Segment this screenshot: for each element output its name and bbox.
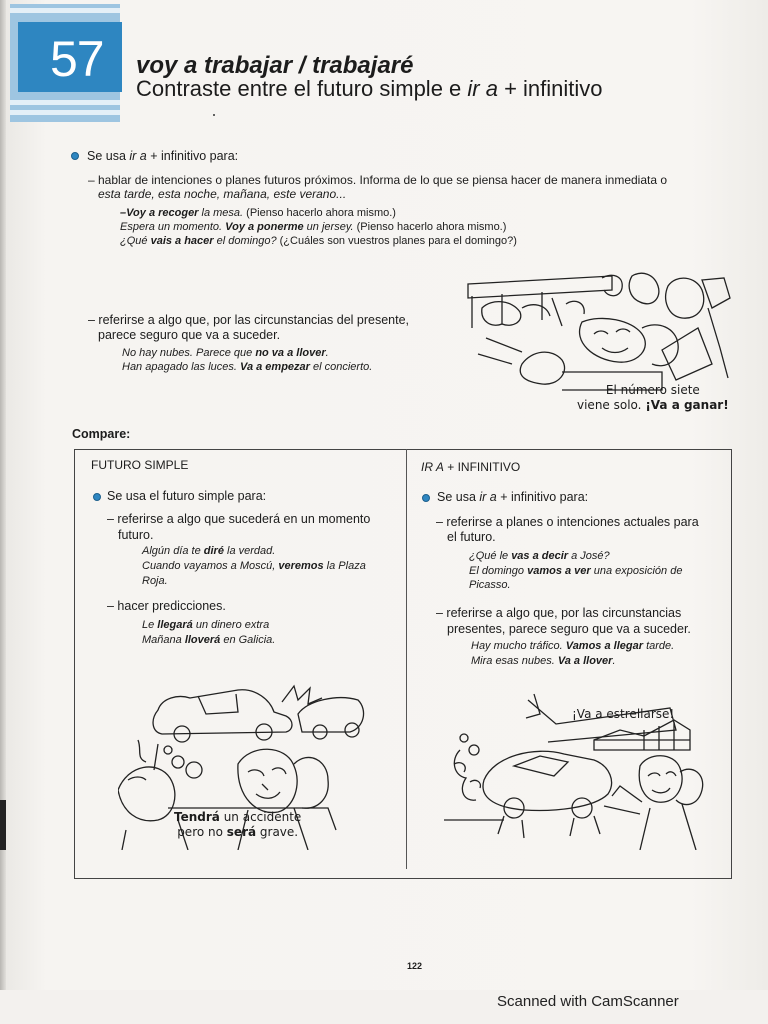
intro-example: –Voy a recoger la mesa. (Pienso hacerlo ahora mismo.) bbox=[120, 207, 396, 219]
binding-mark bbox=[0, 800, 6, 850]
intro-example: No hay nubes. Parece que no va a llover. bbox=[122, 347, 329, 359]
bullet-icon bbox=[93, 493, 101, 501]
horse-race-caption: El número siete viene solo. ¡Va a ganar! bbox=[577, 383, 729, 412]
speech-bubble: ¡Va a estrellarse! bbox=[572, 707, 675, 721]
left-example: Le llegará un dinero extra bbox=[142, 619, 270, 631]
camscanner-watermark: Scanned with CamScanner bbox=[497, 993, 679, 1010]
left-use2: – hacer predicciones. bbox=[107, 599, 226, 613]
left-example: Roja. bbox=[142, 575, 168, 587]
right-bullet: Se usa ir a + infinitivo para: bbox=[437, 490, 589, 504]
intro-bullet: Se usa ir a + infinitivo para: bbox=[87, 149, 239, 163]
unit-badge bbox=[10, 4, 120, 122]
left-use1-line2: futuro. bbox=[118, 528, 154, 542]
intro-example: Espera un momento. Voy a ponerme un jersey. (Pienso hacerlo ahora mismo.) bbox=[120, 221, 507, 233]
right-example: El domingo vamos a ver una exposición de bbox=[469, 565, 683, 577]
right-example: Picasso. bbox=[469, 579, 511, 591]
intro-use1-line1: – hablar de intenciones o planes futuros próximos. Informa de lo que se piensa hacer de manera inmediata o bbox=[88, 173, 668, 187]
intro-use2-line1: – referirse a algo que, por las circunstancias del presente, bbox=[88, 313, 410, 327]
left-example: Cuando vayamos a Moscú, veremos la Plaza bbox=[142, 560, 366, 572]
car-accident-caption: Tendrá un accidente pero no será grave. bbox=[174, 810, 302, 839]
page-subtitle: Contraste entre el futuro simple e ir a + infinitivo bbox=[136, 76, 603, 101]
intro-use1-line2: esta tarde, esta noche, mañana, este verano... bbox=[98, 187, 347, 201]
right-use1-line1: – referirse a planes o intenciones actuales para bbox=[436, 515, 699, 529]
left-example: Algún día te diré la verdad. bbox=[142, 545, 276, 557]
left-example: Mañana lloverá en Galicia. bbox=[142, 634, 276, 646]
horse-race-cartoon-illustration bbox=[462, 268, 734, 392]
left-use1-line1: – referirse a algo que sucederá en un momento bbox=[107, 512, 371, 526]
right-example: Hay mucho tráfico. Vamos a llegar tarde. bbox=[471, 640, 675, 652]
futuro-simple-heading: FUTURO SIMPLE bbox=[91, 458, 189, 472]
ir-a-infinitivo-heading: IR A + INFINITIVO bbox=[421, 460, 521, 474]
scan-speck bbox=[213, 114, 215, 116]
right-use1-line2: el futuro. bbox=[447, 530, 496, 544]
bullet-icon bbox=[422, 494, 430, 502]
page-title: voy a trabajar / trabajaré bbox=[136, 52, 414, 79]
left-bullet: Se usa el futuro simple para: bbox=[107, 489, 267, 503]
compare-divider bbox=[406, 449, 407, 869]
compare-label: Compare: bbox=[72, 427, 131, 441]
right-use2-line1: – referirse a algo que, por las circunstancias bbox=[436, 606, 682, 620]
page-number: 122 bbox=[407, 961, 423, 971]
right-example: Mira esas nubes. Va a llover. bbox=[471, 655, 616, 667]
bullet-icon bbox=[71, 152, 79, 160]
intro-example: ¿Qué vais a hacer el domingo? (¿Cuáles son vuestros planes para el domingo?) bbox=[120, 235, 517, 247]
intro-use2-line2: parece seguro que va a suceder. bbox=[98, 328, 281, 342]
unit-number: 57 bbox=[50, 31, 104, 87]
right-use2-line2: presentes, parece seguro que va a suceder. bbox=[447, 622, 691, 636]
right-example: ¿Qué le vas a decir a José? bbox=[469, 550, 610, 562]
intro-example: Han apagado las luces. Va a empezar el concierto. bbox=[122, 361, 373, 373]
